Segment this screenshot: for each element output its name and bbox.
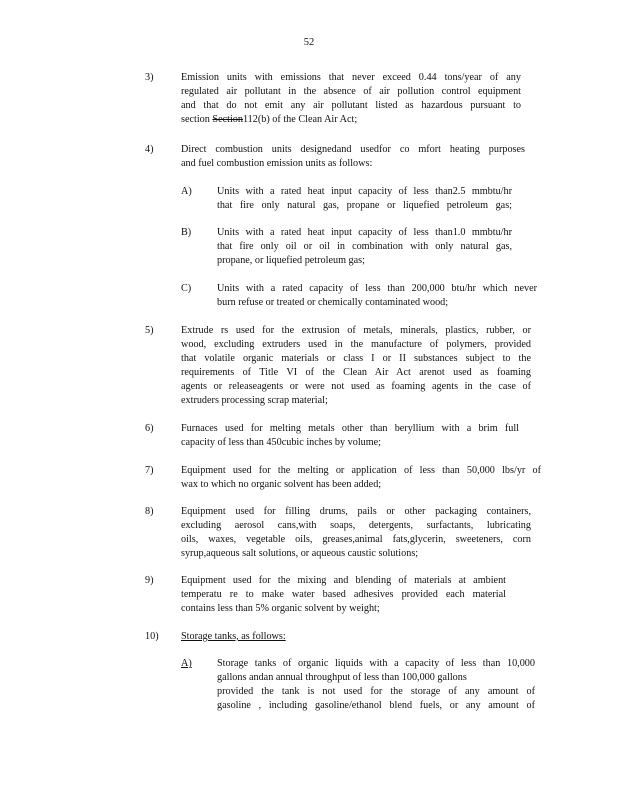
text-line: wood, excluding extruders used in the manufacture of polymers, provided	[181, 338, 531, 350]
text-line	[181, 113, 521, 127]
text-line: Equipment used for the melting or application of less than 50,000 lbs/yr of	[181, 465, 541, 476]
item-text	[181, 505, 531, 561]
text-line: Furnaces used for melting metals other than beryllium with a brim full	[181, 423, 519, 434]
item-number: A)	[181, 186, 192, 197]
item-text	[217, 282, 537, 310]
text-line: Equipment used for filling drums, pails or other packaging containers,	[181, 506, 531, 517]
text-line: burn refuse or treated or chemically contaminated wood;	[217, 296, 449, 308]
text-line: that fire only natural gas, propane or liquefied petroleum gas;	[217, 199, 512, 211]
text-line: extruders processing scrap material;	[181, 394, 328, 406]
text-line: Units with a rated heat input capacity of less than2.5 mmbtu/hr	[217, 186, 512, 197]
item-text	[181, 143, 525, 171]
text-line: wax to which no organic solvent has been added;	[181, 478, 382, 490]
item-text	[217, 226, 512, 268]
section-heading: Storage tanks, as follows:	[181, 631, 286, 642]
text-line: Equipment used for the mixing and blending of materials at ambient	[181, 575, 506, 586]
text-line: Units with a rated capacity of less than 200,000 btu/hr which never	[217, 283, 537, 294]
item-number: 4)	[145, 144, 154, 155]
text-line: Units with a rated heat input capacity of less than1.0 mmbtu/hr	[217, 227, 512, 238]
item-text	[181, 630, 341, 644]
item-number: 9)	[145, 575, 154, 586]
text-line: requirements of Title VI of the Clean Air Act arenot used as foaming	[181, 366, 531, 378]
item-text	[181, 574, 506, 616]
text-line: and fuel combustion emission units as follows:	[181, 157, 373, 169]
text-line: that volatile organic materials or class I or II substances subject to the	[181, 352, 531, 364]
page-number: 52	[303, 37, 315, 48]
text-line: temperatu re to make water based adhesives provided each material	[181, 588, 506, 600]
item-text	[217, 657, 535, 713]
struck-text: Section	[212, 113, 243, 125]
text-line: syrup,aqueous salt solutions, or aqueous caustic solutions;	[181, 547, 419, 559]
text-line: agents or releaseagents or were not used as foaming agents in the case of	[181, 380, 531, 392]
item-text	[181, 324, 531, 407]
text-line: capacity of less than 450cubic inches by volume;	[181, 436, 382, 448]
text-line: Direct combustion units designedand usedfor co mfort heating purposes	[181, 144, 525, 155]
text-line: gallons andan annual throughput of less than 100,000 gallons	[217, 671, 467, 683]
text-line: contains less than 5% organic solvent by weight;	[181, 602, 380, 614]
text-line: and that do not emit any air pollutant listed as hazardous pursuant to	[181, 99, 521, 111]
text-line: Extrude rs used for the extrusion of metals, minerals, plastics, rubber, or	[181, 325, 531, 336]
item-text	[181, 422, 519, 450]
item-number: 3)	[145, 72, 154, 83]
item-number: 6)	[145, 423, 154, 434]
text-line: propane, or liquefied petroleum gas;	[217, 254, 365, 266]
item-text	[181, 464, 541, 492]
item-number: 5)	[145, 325, 154, 336]
text-line: oils, waxes, vegetable oils, greases,animal fats,glycerin, sweeteners, corn	[181, 533, 531, 545]
item-number: 10)	[145, 631, 159, 642]
text-line: regulated air pollutant in the absence of air pollution control equipment	[181, 85, 521, 97]
text-fragment: 112(b) of the Clean Air Act;	[242, 113, 358, 125]
item-text	[181, 71, 521, 127]
text-fragment: section	[181, 113, 210, 125]
text-line: excluding aerosol cans,with soaps, detergents, surfactants, lubricating	[181, 519, 531, 531]
text-line: provided the tank is not used for the storage of any amount of	[217, 685, 535, 697]
item-text	[217, 185, 512, 213]
item-number: 8)	[145, 506, 154, 517]
text-line: Emission units with emissions that never exceed 0.44 tons/year of any	[181, 72, 521, 83]
text-line: that fire only oil or oil in combination with only natural gas,	[217, 240, 512, 252]
text-line: gasoline , including gasoline/ethanol blend fuels, or any amount of	[217, 699, 535, 711]
item-number: B)	[181, 227, 192, 238]
item-number: A)	[181, 658, 192, 669]
item-number: C)	[181, 283, 192, 294]
text-line: Storage tanks of organic liquids with a capacity of less than 10,000	[217, 658, 535, 669]
item-number: 7)	[145, 465, 154, 476]
